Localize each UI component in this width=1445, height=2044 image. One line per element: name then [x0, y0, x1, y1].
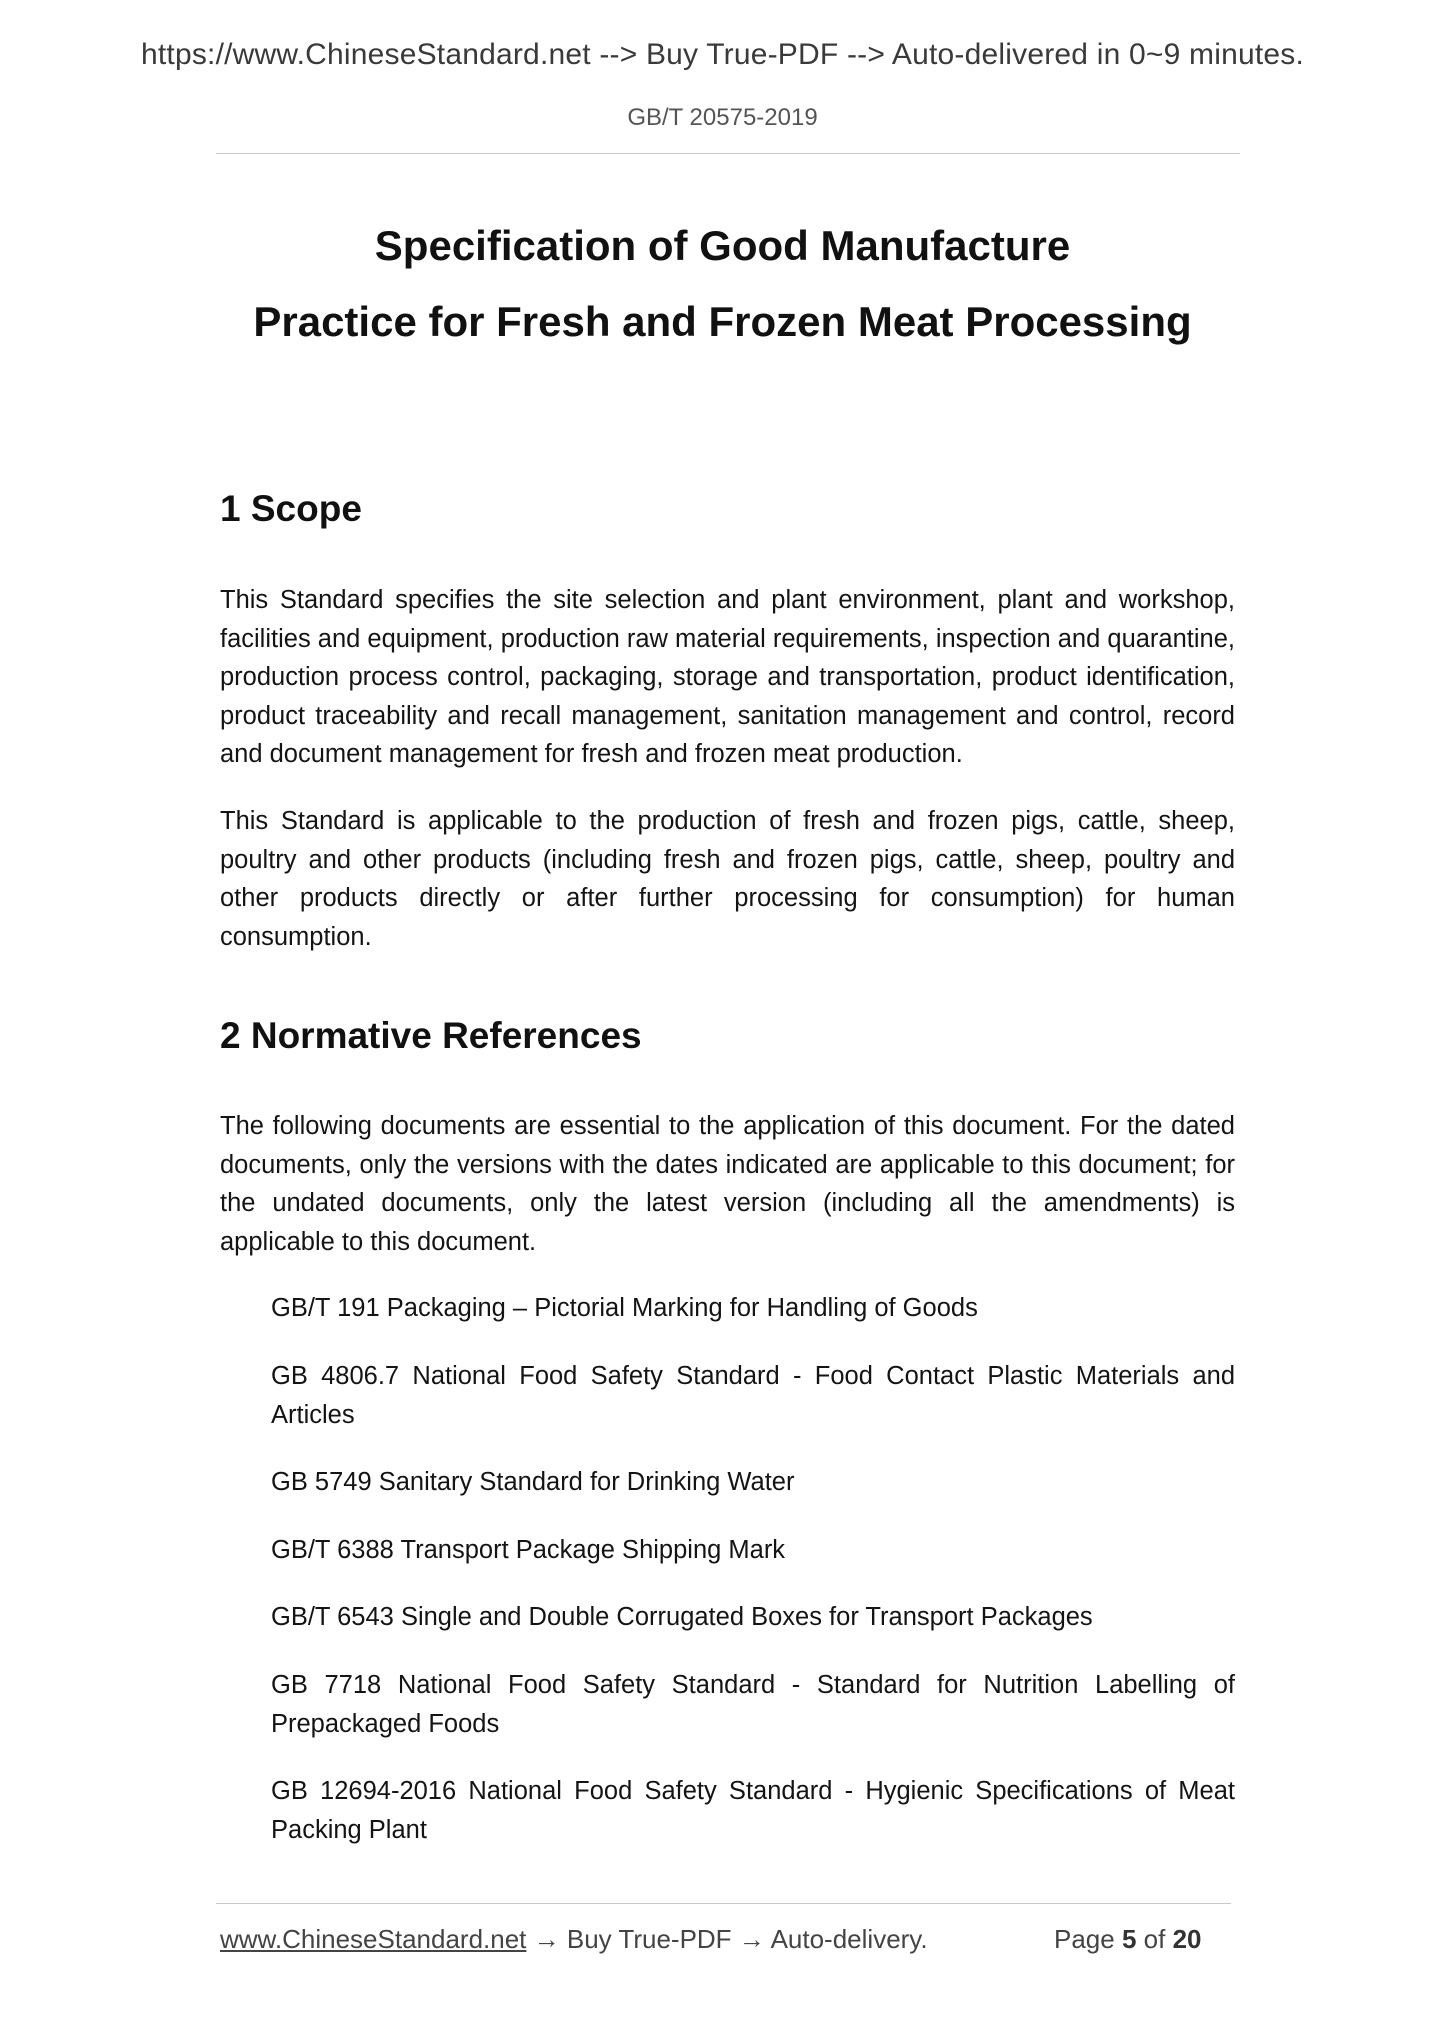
- header-divider: [216, 153, 1240, 154]
- section-heading-normative-references: 2 Normative References: [220, 1015, 642, 1056]
- reference-item: GB 5749 Sanitary Standard for Drinking Water: [271, 1468, 795, 1496]
- title-line-1: Specification of Good Manufacture: [374, 222, 1071, 269]
- page-total: 20: [1172, 1924, 1202, 1954]
- section-heading-scope: 1 Scope: [220, 488, 362, 529]
- reference-item: GB/T 191 Packaging – Pictorial Marking for Handling of Goods: [271, 1294, 978, 1322]
- page-indicator: [1054, 1924, 1202, 1955]
- page-of-label: of: [1143, 1924, 1166, 1954]
- document-title: [0, 208, 1445, 360]
- page-current: 5: [1121, 1924, 1137, 1954]
- page-label: Page: [1054, 1924, 1115, 1954]
- reference-item: GB/T 6543 Single and Double Corrugated Boxes for Transport Packages: [271, 1603, 1093, 1631]
- footer-promo: [220, 1924, 928, 1955]
- footer-site-link[interactable]: www.ChineseStandard.net: [220, 1924, 527, 1954]
- footer-divider: [216, 1903, 1231, 1904]
- reference-item: GB 4806.7 National Food Safety Standard - Food Contact Plastic Materials and Articles: [271, 1362, 1235, 1429]
- title-line-2: Practice for Fresh and Frozen Meat Processing: [253, 298, 1192, 345]
- standard-code: GB/T 20575-2019: [627, 104, 818, 131]
- scope-paragraph-2: This Standard is applicable to the production of fresh and frozen pigs, cattle, sheep, poultry and other products (including fresh and frozen pigs, cattle, sheep, poultry and other products directly or after further processing for consumption) for human consumption.: [220, 807, 1235, 951]
- reference-item: GB 12694-2016 National Food Safety Standard - Hygienic Specifications of Meat Packing Plant: [271, 1777, 1235, 1844]
- header-banner: https://www.ChineseStandard.net --> Buy True-PDF --> Auto-delivered in 0~9 minutes.: [141, 38, 1304, 71]
- scope-paragraph-1: This Standard specifies the site selection and plant environment, plant and workshop, facilities and equipment, production raw material requirements, inspection and quarantine, production process control, packaging, storage and transportation, product identification, product traceability and recall management, sanitation management and control, record and document management for fresh and frozen meat production.: [220, 586, 1235, 768]
- references-intro-paragraph: The following documents are essential to the application of this document. For the dated documents, only the versions with the dates indicated are applicable to this document; for the undated documents, only the latest version (including all the amendments) is applicable to this document.: [220, 1112, 1235, 1256]
- footer-promo-text: → Buy True-PDF → Auto-delivery.: [526, 1924, 928, 1954]
- reference-item: GB/T 6388 Transport Package Shipping Mark: [271, 1536, 786, 1564]
- reference-item: GB 7718 National Food Safety Standard - Standard for Nutrition Labelling of Prepackaged Foods: [271, 1671, 1235, 1738]
